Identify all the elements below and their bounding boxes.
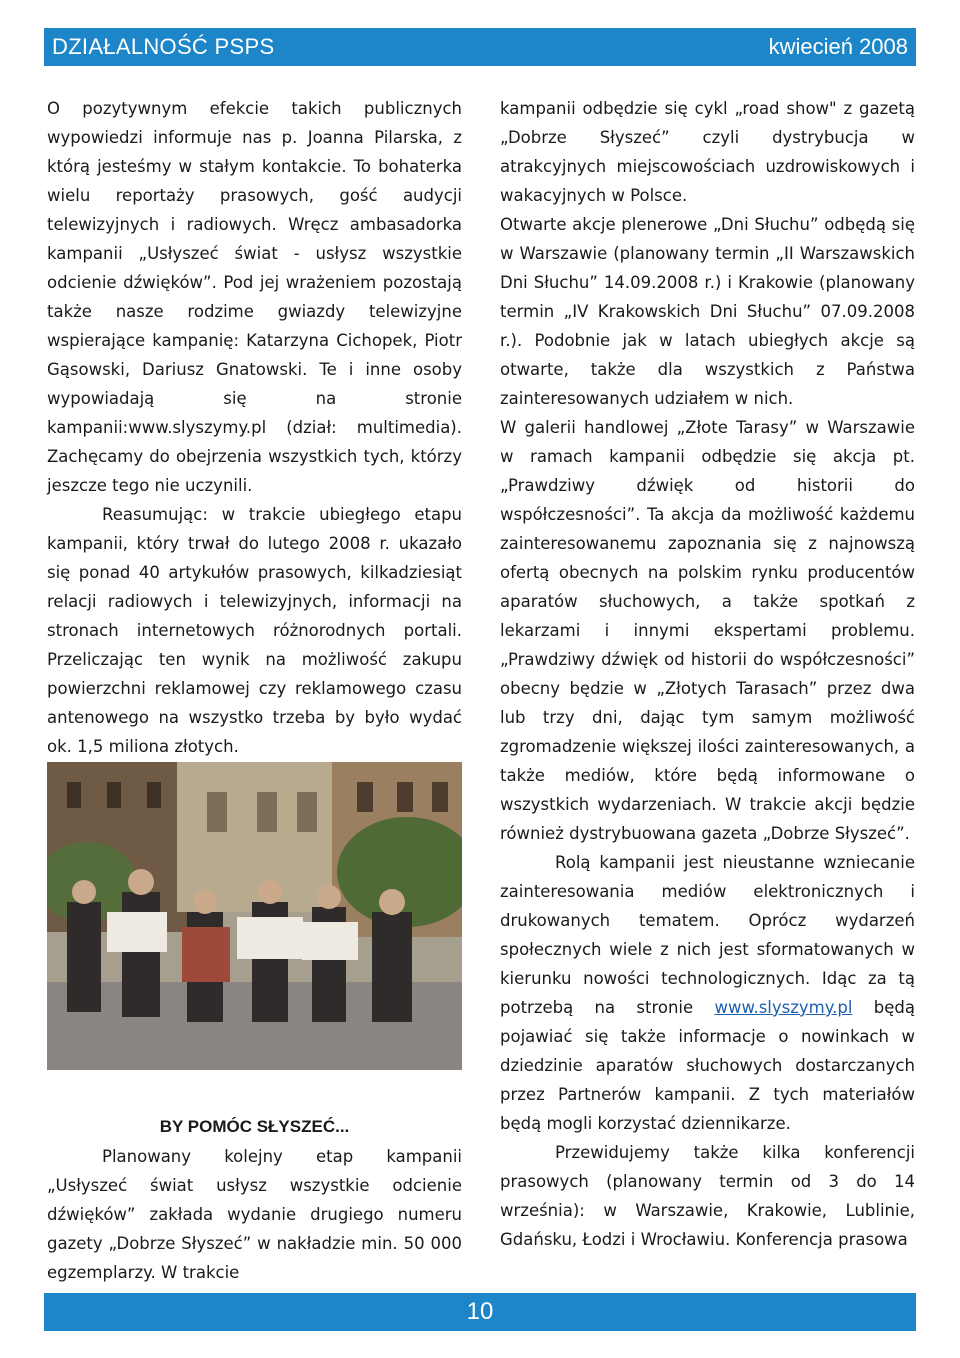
right-paragraph-5: Przewidujemy także kilka konferencji prasowych (planowany termin od 3 do 14 września): w Warszawie, Krakowie, Lublinie, Gdańsku, Łodzi i Wrocławiu. Konferencja prasowa xyxy=(500,1143,915,1249)
page-number: 10 xyxy=(466,1298,494,1325)
section-block xyxy=(47,1112,462,1287)
section-title-header: DZIAŁALNOŚĆ PSPS xyxy=(52,34,275,59)
left-paragraph-2: Reasumując: w trakcie ubiegłego etapu kampanii, który trwał do lutego 2008 r. ukazało się ponad 40 artykułów prasowych, kilkadziesiąt relacji radiowych i telewizyjnych, informacji na stronach internetowych różnorodnych portali. Przeliczając ten wynik na możliwość zakupu powierzchni reklamowej czy reklamowego czasu antenowego na wszystko trzeba by było wydać ok. 1,5 miliona złotych. xyxy=(47,505,462,756)
right-column xyxy=(500,94,915,1254)
page-header xyxy=(44,28,916,66)
photo-people-reading-newspapers xyxy=(47,762,462,1070)
issue-date: kwiecień 2008 xyxy=(768,34,908,59)
right-paragraph-4 xyxy=(500,848,915,1138)
section-paragraph-1: Planowany kolejny etap kampanii „Usłyszeć świat usłysz wszystkie odcienie dźwięków” zakłada wydanie drugiego numeru gazety „Dobrze Słyszeć” w nakładzie min. 50 000 egzemplarzy. W trakcie xyxy=(47,1147,462,1282)
section-heading: BY POMÓC SŁYSZEĆ... xyxy=(159,1117,350,1136)
right-paragraph-1: kampanii odbędzie się cykl „road show" z gazetą „Dobrze Słyszeć” czyli dystrybucja w atrakcyjnych miejscowościach uzdrowiskowych i wakacyjnych w Polsce. xyxy=(500,99,915,205)
right-paragraph-3: W galerii handlowej „Złote Tarasy” w Warszawie w ramach kampanii odbędzie się akcja pt. „Prawdziwy dźwięk od historii do współczesności”. Ta akcja da możliwość każdemu zainteresowanemu zapoznania się z najnowszą ofertą obecnych na polskim rynku producentów aparatów słuchowych, a także spotkań z lekarzami i innymi ekspertami problemu. „Prawdziwy dźwięk od historii do współczesności” obecny będzie w „Złotych Tarasach” przez dwa lub trzy dni, dając tym samym możliwość zgromadzenie większej ilości zainteresowanych, a także mediów, które będą informowane o wszystkich wydarzeniach. W trakcie akcji będzie również dystrybuowana gazeta „Dobrze Słyszeć”. xyxy=(500,418,915,843)
right-paragraph-4-start: Rolą kampanii jest nieustanne wzniecanie zainteresowania mediów elektronicznych i drukowanych tematem. Oprócz wydarzeń społecznych wiele z nich jest sformatowanych w kierunku nowości technologicznych. Idąc za tą potrzebą na stronie xyxy=(500,853,915,1017)
left-paragraph-1: O pozytywnym efekcie takich publicznych wypowiedzi informuje nas p. Joanna Pilarska, z którą jesteśmy w stałym kontakcie. To bohaterka wielu reportaży prasowych, gość audycji telewizyjnych i radiowych. Wręcz ambasadorka kampanii „Usłyszeć świat - usłysz wszystkie odcienie dźwięków”. Pod jej wrażeniem pozostają także nasze rodzime gwiazdy telewizyjne wspierające kampanię: Katarzyna Cichopek, Piotr Gąsowski, Dariusz Gnatowski. Te i inne osoby wypowiadają się na stronie kampanii:www.slyszymy.pl (dział: multimedia). Zachęcamy do obejrzenia wszystkich tych, którzy jeszcze tego nie uczynili. xyxy=(47,99,462,495)
page-footer xyxy=(44,1293,916,1331)
right-paragraph-4-end: będą pojawiać się także informacje o nowinkach w dziedzinie aparatów słuchowych dostarczanych przez Partnerów kampanii. Z tych materiałów będą mogli korzystać dziennikarze. xyxy=(500,998,915,1133)
left-column xyxy=(47,94,462,761)
website-link[interactable]: www.slyszymy.pl xyxy=(714,998,853,1017)
right-paragraph-2: Otwarte akcje plenerowe „Dni Słuchu” odbędą się w Warszawie (planowany termin „II Warszawskich Dni Słuchu” 14.09.2008 r.) i Krakowie (planowany termin „IV Krakowskich Dni Słuchu” 07.09.2008 r.). Podobnie jak w latach ubiegłych akcje są otwarte, także dla wszystkich z Państwa zainteresowanych udziałem w nich. xyxy=(500,215,915,408)
